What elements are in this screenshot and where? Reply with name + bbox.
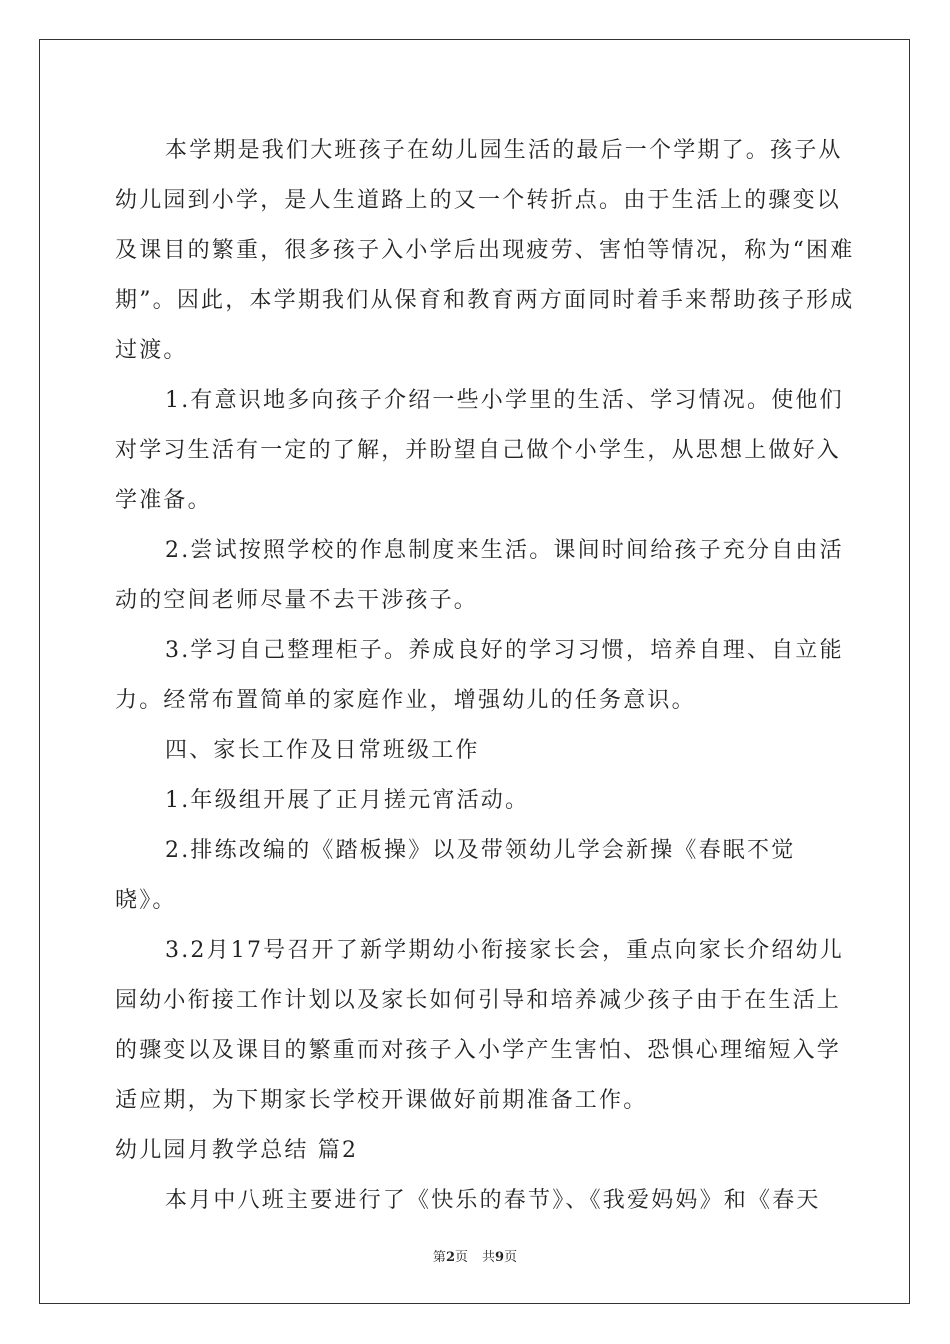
- footer-total-prefix: 共: [482, 1250, 496, 1265]
- footer-page-suffix: 页: [454, 1250, 468, 1265]
- list-item-1: 1.有意识地多向孩子介绍一些小学里的生活、学习情况。使他们对学习生活有一定的了解，并盼望自己做个小学生，从思想上做好入学准备。: [115, 388, 844, 513]
- article-intro-paragraph: 本月中八班主要进行了《快乐的春节》、《我爱妈妈》和《春天: [165, 1188, 821, 1213]
- page-footer: [0, 1246, 950, 1265]
- document-body: [115, 126, 855, 1226]
- footer-total-number: 9: [495, 1250, 505, 1265]
- footer-total-suffix: 页: [504, 1250, 518, 1265]
- parent-work-item-1: 1.年级组开展了正月搓元宵活动。: [165, 788, 530, 813]
- list-item-3: 3.学习自己整理柜子。养成良好的学习习惯，培养自理、自立能力。经常布置简单的家庭作业，增强幼儿的任务意识。: [115, 638, 844, 713]
- footer-page-prefix: 第: [432, 1250, 446, 1265]
- section-heading: 四、家长工作及日常班级工作: [165, 738, 480, 763]
- parent-work-item-2: 2.排练改编的《踏板操》以及带领幼儿学会新操《春眠不觉晓》。: [115, 838, 796, 913]
- intro-paragraph: 本学期是我们大班孩子在幼儿园生活的最后一个学期了。孩子从幼儿园到小学，是人生道路上的又一个转折点。由于生活上的骤变以及课目的繁重，很多孩子入小学后出现疲劳、害怕等情况，称为“困难期”。因此，本学期我们从保育和教育两方面同时着手来帮助孩子形成过渡。: [115, 138, 855, 363]
- footer-page-number: 2: [445, 1250, 455, 1265]
- parent-work-item-3: 3.2月17号召开了新学期幼小衔接家长会，重点向家长介绍幼儿园幼小衔接工作计划以及家长如何引导和培养减少孩子由于在生活上的骤变以及课目的繁重而对孩子入小学产生害怕、恐惧心理缩短入学适应期，为下期家长学校开课做好前期准备工作。: [115, 938, 844, 1113]
- article-title: 幼儿园月教学总结 篇2: [115, 1138, 359, 1163]
- list-item-2: 2.尝试按照学校的作息制度来生活。课间时间给孩子充分自由活动的空间老师尽量不去干涉孩子。: [115, 538, 844, 613]
